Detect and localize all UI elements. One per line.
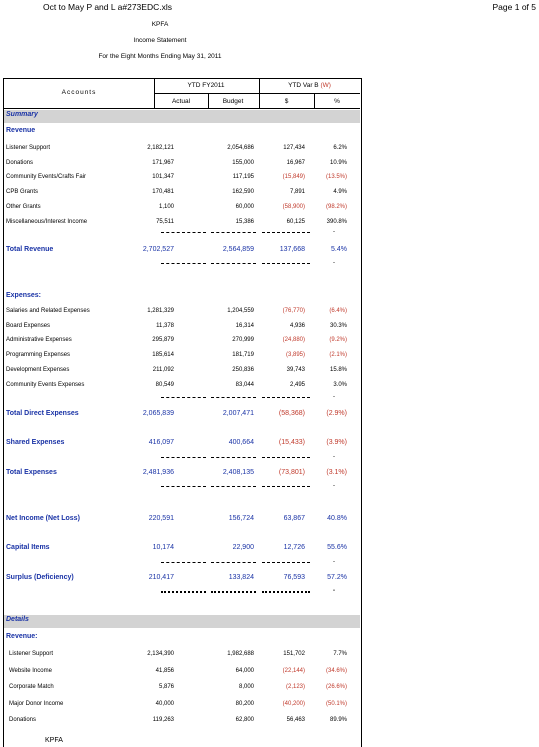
details-revenue-title: Revenue: xyxy=(6,633,38,640)
shared-pct: (3.9%) xyxy=(326,439,347,446)
dollar-header: $ xyxy=(284,98,289,105)
row-budget: 2,054,686 xyxy=(227,145,254,151)
row-actual: 1,100 xyxy=(158,203,174,210)
rule xyxy=(262,263,310,264)
details-band xyxy=(4,615,360,628)
rule-dot: - xyxy=(333,483,335,489)
row-variance-pct: 30.3% xyxy=(329,322,347,329)
row-actual: 211,092 xyxy=(152,366,174,373)
rule xyxy=(262,562,310,563)
rule xyxy=(211,486,256,487)
rule xyxy=(262,486,310,487)
row-actual: 11,378 xyxy=(156,322,174,329)
shared-budget: 400,664 xyxy=(228,439,254,446)
capital-actual: 10,174 xyxy=(152,544,174,551)
row-label: Donations xyxy=(9,717,37,724)
table-row xyxy=(4,650,360,661)
row-budget: 62,800 xyxy=(235,717,254,724)
row-variance: (2,123) xyxy=(285,684,305,691)
row-label: Programming Expenses xyxy=(6,352,71,359)
row-variance-pct: 15.8% xyxy=(329,366,347,373)
row-actual: 101,347 xyxy=(152,174,174,181)
row-budget: 64,000 xyxy=(235,667,254,674)
row-actual: 295,879 xyxy=(152,337,174,344)
revenue-section-title: Revenue xyxy=(6,127,36,134)
rule xyxy=(262,232,310,233)
table-row xyxy=(4,700,360,711)
row-variance: 7,891 xyxy=(289,189,305,196)
row-variance-pct: (2.1%) xyxy=(329,352,347,359)
expenses-section-title: Expenses: xyxy=(6,292,42,299)
total-revenue-label: Total Revenue xyxy=(6,246,54,253)
row-budget: 181,719 xyxy=(232,352,254,359)
rule xyxy=(161,263,206,264)
header-bottom-border xyxy=(4,108,360,109)
row-variance-pct: (6.4%) xyxy=(329,308,347,314)
row-variance: (3,895) xyxy=(285,352,305,359)
row-variance: 39,743 xyxy=(286,366,305,373)
col-divider-4 xyxy=(314,93,315,109)
rule xyxy=(211,232,256,233)
row-label: Administrative Expenses xyxy=(6,337,72,344)
row-budget: 250,836 xyxy=(232,366,254,373)
total-direct-var: (58,368) xyxy=(278,410,305,417)
row-variance-pct: 6.2% xyxy=(333,145,347,151)
row-label: Miscellaneous/Interest Income xyxy=(6,218,88,225)
net-income-actual: 220,591 xyxy=(148,515,174,522)
row-budget: 83,044 xyxy=(235,381,254,388)
row-variance: 151,702 xyxy=(283,651,305,657)
row-actual: 2,182,121 xyxy=(147,145,174,151)
row-label: Board Expenses xyxy=(6,322,51,329)
row-budget: 117,195 xyxy=(232,174,254,181)
table-row xyxy=(4,336,360,347)
rule-dot: - xyxy=(333,588,335,594)
table-row xyxy=(4,159,360,170)
ytd-var-header xyxy=(259,82,360,89)
table-row xyxy=(4,683,360,694)
row-variance-pct: 7.7% xyxy=(333,651,347,657)
rule-dot: - xyxy=(333,454,335,460)
row-label: Salaries and Related Expenses xyxy=(6,308,90,314)
table-row xyxy=(4,381,360,392)
rule xyxy=(161,397,206,398)
row-actual: 119,263 xyxy=(152,717,174,724)
row-actual: 185,614 xyxy=(152,352,174,359)
row-budget: 8,000 xyxy=(238,684,254,691)
rule xyxy=(161,562,206,563)
budget-header: Budget xyxy=(222,98,244,105)
row-actual: 41,856 xyxy=(155,667,174,674)
surplus-budget: 133,824 xyxy=(228,574,254,581)
total-direct-pct: (2.9%) xyxy=(326,410,347,417)
total-expenses-actual: 2,481,936 xyxy=(142,469,174,476)
row-budget: 1,982,688 xyxy=(227,651,254,657)
rule xyxy=(161,486,206,487)
table-row xyxy=(4,203,360,214)
row-variance-pct: (9.2%) xyxy=(329,337,347,344)
actual-header: Actual xyxy=(171,98,191,105)
rule xyxy=(211,457,256,458)
row-budget: 162,590 xyxy=(232,189,254,196)
col-divider-1 xyxy=(154,79,155,109)
row-variance: 56,463 xyxy=(286,717,305,724)
row-variance: (24,880) xyxy=(282,337,305,344)
total-revenue-budget: 2,564,859 xyxy=(222,246,254,253)
shared-label: Shared Expenses xyxy=(6,439,65,446)
row-budget: 16,314 xyxy=(235,322,254,329)
capital-var: 12,726 xyxy=(283,544,305,551)
summary-band xyxy=(4,110,360,123)
capital-items-row xyxy=(4,543,360,555)
col-divider-2 xyxy=(208,93,209,109)
row-actual: 75,511 xyxy=(156,218,174,225)
row-variance-pct: (50.1%) xyxy=(325,700,347,707)
double-rule xyxy=(262,591,310,593)
surplus-actual: 210,417 xyxy=(148,574,174,581)
row-label: Corporate Match xyxy=(9,684,54,691)
row-variance: 60,125 xyxy=(286,218,305,225)
row-budget: 155,000 xyxy=(232,159,254,166)
surplus-row xyxy=(4,573,360,585)
row-label: Listener Support xyxy=(6,145,51,151)
report-period: For the Eight Months Ending May 31, 2011 xyxy=(98,53,222,60)
shared-expenses-row xyxy=(4,438,360,450)
row-variance-pct: 390.8% xyxy=(326,218,347,225)
total-expenses-var: (73,801) xyxy=(278,469,305,476)
rule xyxy=(262,457,310,458)
row-variance: (15,849) xyxy=(282,174,305,181)
total-expenses-label: Total Expenses xyxy=(6,469,57,476)
row-label: Community Events Expenses xyxy=(6,381,85,388)
ytd-var-w: (W) xyxy=(320,82,331,89)
header-divider xyxy=(154,93,360,94)
rule xyxy=(161,457,206,458)
row-variance-pct: (34.6%) xyxy=(325,667,347,674)
total-expenses-pct: (3.1%) xyxy=(326,469,347,476)
rule xyxy=(262,397,310,398)
rule xyxy=(211,397,256,398)
row-actual: 171,967 xyxy=(152,159,174,166)
row-label: Website Income xyxy=(9,667,52,674)
row-label: Other Grants xyxy=(6,203,41,210)
ytd-var-label: YTD Var B xyxy=(288,82,319,89)
row-variance: 16,967 xyxy=(286,159,305,166)
net-income-pct: 40.8% xyxy=(327,515,347,522)
shared-var: (15,433) xyxy=(278,439,305,446)
table-row xyxy=(4,173,360,184)
row-label: Listener Support xyxy=(9,651,54,657)
row-budget: 270,999 xyxy=(232,337,254,344)
summary-band-label: Summary xyxy=(6,111,38,118)
row-budget: 1,204,559 xyxy=(227,308,254,314)
income-statement-sheet xyxy=(3,78,362,747)
table-row xyxy=(4,351,360,362)
table-row xyxy=(4,716,360,727)
rule-dot: - xyxy=(333,229,335,235)
footer-org: KPFA xyxy=(45,737,63,744)
row-variance: 127,434 xyxy=(283,145,305,151)
total-expenses-budget: 2,408,135 xyxy=(222,469,254,476)
row-actual: 5,876 xyxy=(158,684,174,691)
surplus-pct: 57.2% xyxy=(327,574,347,581)
row-actual: 2,134,390 xyxy=(147,651,174,657)
rule-dot: - xyxy=(333,260,335,266)
rule xyxy=(211,263,256,264)
page-number: Page 1 of 5 xyxy=(492,2,536,12)
total-direct-budget: 2,007,471 xyxy=(222,410,254,417)
table-row xyxy=(4,188,360,199)
ytd-header: YTD FY2011 xyxy=(187,82,225,89)
total-direct-expenses-row xyxy=(4,409,360,421)
double-rule xyxy=(211,591,256,593)
table-row xyxy=(4,144,360,155)
org-title: KPFA xyxy=(151,21,169,28)
row-variance: (22,144) xyxy=(282,667,305,674)
file-name: Oct to May P and L a#273EDC.xls xyxy=(43,2,172,12)
row-variance-pct: (26.6%) xyxy=(325,684,347,691)
capital-label: Capital Items xyxy=(6,544,50,551)
capital-budget: 22,900 xyxy=(232,544,254,551)
net-income-budget: 156,724 xyxy=(228,515,254,522)
row-actual: 80,549 xyxy=(155,381,174,388)
row-variance-pct: 4.9% xyxy=(333,189,347,196)
rule-dot: - xyxy=(333,559,335,565)
rule xyxy=(211,562,256,563)
shared-actual: 416,097 xyxy=(148,439,174,446)
table-row xyxy=(4,667,360,678)
table-row xyxy=(4,366,360,377)
row-variance-pct: 10.9% xyxy=(329,159,347,166)
row-variance-pct: (13.5%) xyxy=(325,174,347,181)
row-label: Donations xyxy=(6,159,34,166)
row-variance-pct: 3.0% xyxy=(333,381,347,388)
net-income-label: Net Income (Net Loss) xyxy=(6,515,80,522)
surplus-var: 76,593 xyxy=(283,574,305,581)
row-label: Development Expenses xyxy=(6,366,70,373)
surplus-label: Surplus (Deficiency) xyxy=(6,574,74,581)
row-variance: 2,495 xyxy=(289,381,305,388)
row-actual: 170,481 xyxy=(152,189,174,196)
total-direct-actual: 2,065,839 xyxy=(142,410,174,417)
row-label: Community Events/Crafts Fair xyxy=(6,174,87,181)
row-budget: 60,000 xyxy=(235,203,254,210)
col-divider-3 xyxy=(259,79,260,109)
details-band-label: Details xyxy=(6,616,29,623)
rule xyxy=(161,232,206,233)
row-actual: 40,000 xyxy=(155,700,174,707)
row-label: Major Donor Income xyxy=(9,700,64,707)
accounts-header: Accounts xyxy=(61,89,97,96)
table-row xyxy=(4,307,360,318)
total-direct-label: Total Direct Expenses xyxy=(6,410,79,417)
rule-dot: - xyxy=(333,394,335,400)
total-revenue-pct: 5.4% xyxy=(331,246,347,253)
row-label: CPB Grants xyxy=(6,189,39,196)
percent-header: % xyxy=(334,98,340,105)
total-expenses-row xyxy=(4,468,360,480)
table-row xyxy=(4,322,360,333)
row-variance-pct: (98.2%) xyxy=(325,203,347,210)
row-budget: 15,386 xyxy=(235,218,254,225)
total-revenue-row xyxy=(4,245,360,257)
double-rule xyxy=(161,591,206,593)
row-variance: 4,936 xyxy=(289,322,305,329)
row-actual: 1,281,329 xyxy=(147,308,174,314)
capital-pct: 55.6% xyxy=(327,544,347,551)
row-variance: (58,900) xyxy=(282,203,305,210)
net-income-row xyxy=(4,514,360,526)
total-revenue-var: 137,668 xyxy=(279,246,305,253)
table-row xyxy=(4,218,360,229)
total-revenue-actual: 2,702,527 xyxy=(142,246,174,253)
row-variance: (76,770) xyxy=(282,308,305,314)
row-variance: (40,200) xyxy=(282,700,305,707)
net-income-var: 63,867 xyxy=(283,515,305,522)
row-budget: 80,200 xyxy=(235,700,254,707)
report-title: Income Statement xyxy=(133,37,187,44)
row-variance-pct: 89.9% xyxy=(329,717,347,724)
